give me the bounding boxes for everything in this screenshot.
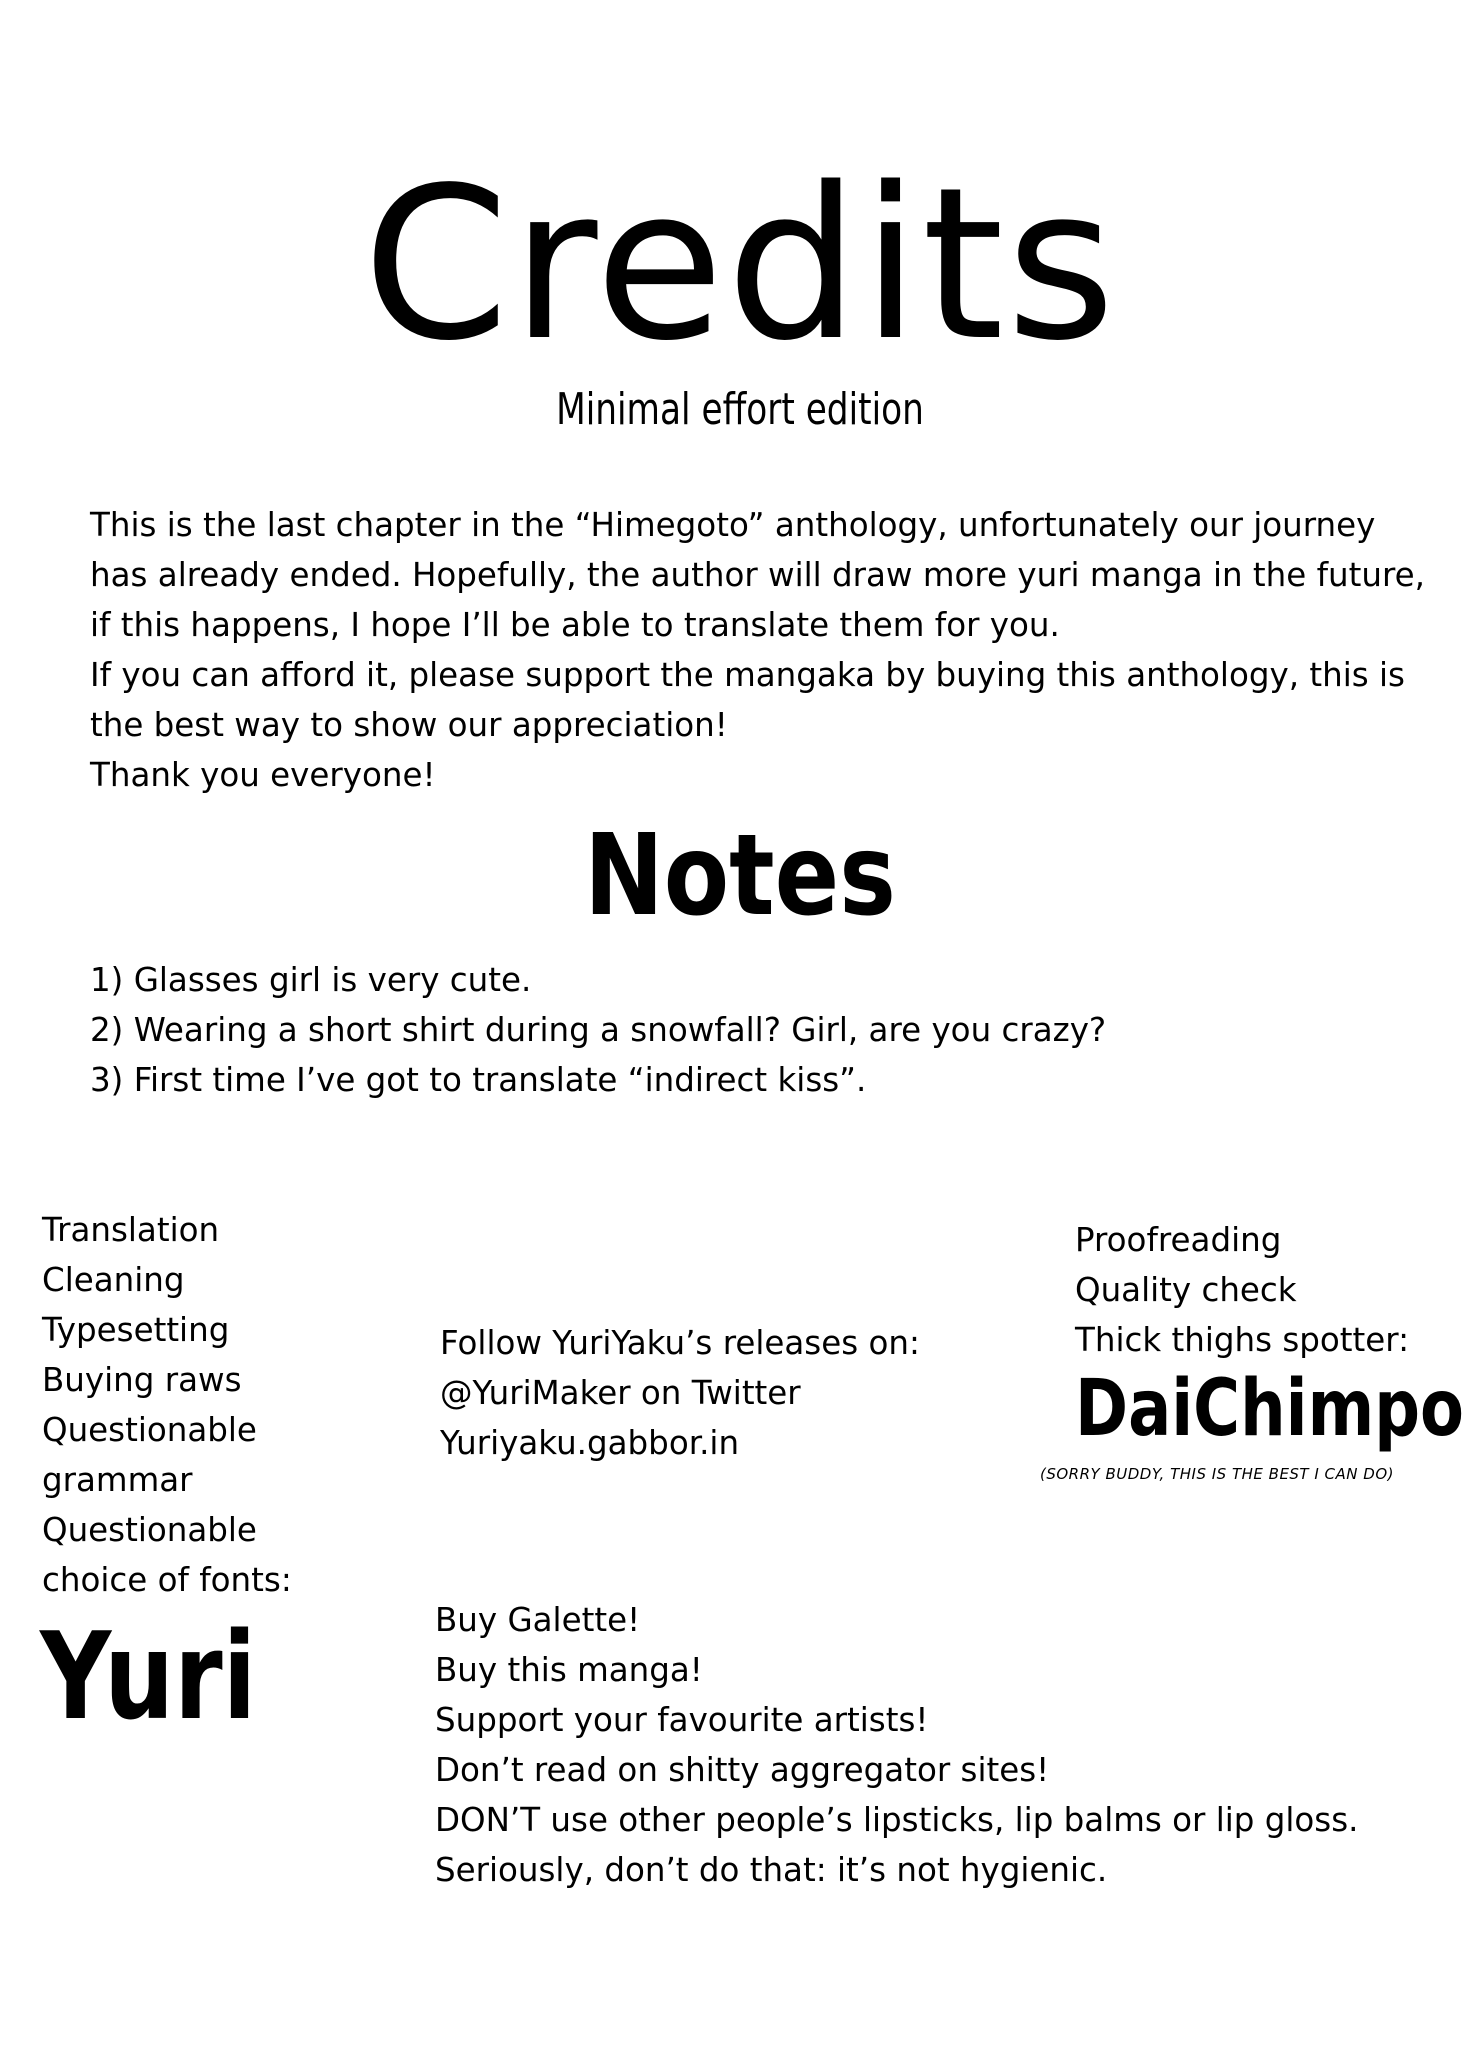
role-item: Quality check bbox=[1075, 1271, 1297, 1309]
website-link: Yuriyaku.gabbor.in bbox=[440, 1424, 740, 1462]
role-item: Questionable bbox=[42, 1511, 257, 1549]
intro-line: if this happens, I hope I’ll be able to translate them for you. bbox=[90, 606, 1060, 644]
closing-line: Buy this manga! bbox=[435, 1651, 703, 1689]
role-item: Buying raws bbox=[42, 1361, 242, 1399]
role-item: Typesetting bbox=[42, 1311, 230, 1349]
role-item: Translation bbox=[42, 1211, 220, 1249]
follow-info bbox=[440, 1318, 1000, 1468]
intro-line: Thank you everyone! bbox=[90, 756, 436, 794]
role-item: choice of fonts: bbox=[42, 1561, 292, 1599]
intro-line: This is the last chapter in the “Himegoto” anthology, unfortunately our journey bbox=[90, 506, 1376, 544]
page-title: Credits bbox=[362, 142, 1118, 387]
translator-roles bbox=[42, 1205, 342, 1605]
proofreader-name: DaiChimpo bbox=[1075, 1364, 1464, 1454]
proofreader-roles bbox=[1075, 1215, 1455, 1365]
intro-line: has already ended. Hopefully, the author will draw more yuri manga in the future, bbox=[90, 556, 1425, 594]
page-subtitle: Minimal effort edition bbox=[556, 384, 924, 435]
note-item: 1) Glasses girl is very cute. bbox=[90, 961, 532, 999]
note-item: 3) First time I’ve got to translate “indirect kiss”. bbox=[90, 1061, 867, 1099]
role-item: Cleaning bbox=[42, 1261, 185, 1299]
closing-messages bbox=[435, 1595, 1435, 1895]
role-item: Thick thighs spotter: bbox=[1075, 1321, 1410, 1359]
intro-paragraph bbox=[90, 500, 1425, 800]
closing-line: Don’t read on shitty aggregator sites! bbox=[435, 1751, 1050, 1789]
intro-line: the best way to show our appreciation! bbox=[90, 706, 728, 744]
role-item: Questionable bbox=[42, 1411, 257, 1449]
closing-line: DON’T use other people’s lipsticks, lip balms or lip gloss. bbox=[435, 1801, 1359, 1839]
notes-heading: Notes bbox=[584, 811, 896, 941]
closing-line: Buy Galette! bbox=[435, 1601, 641, 1639]
role-item: grammar bbox=[42, 1461, 193, 1499]
apology-note: (SORRY BUDDY, THIS IS THE BEST I CAN DO) bbox=[1040, 1465, 1394, 1483]
twitter-handle: @YuriMaker on Twitter bbox=[440, 1374, 801, 1412]
closing-line: Support your favourite artists! bbox=[435, 1701, 929, 1739]
role-item: Proofreading bbox=[1075, 1221, 1282, 1259]
translator-name: Yuri bbox=[40, 1608, 257, 1747]
note-item: 2) Wearing a short shirt during a snowfall? Girl, are you crazy? bbox=[90, 1011, 1107, 1049]
closing-line: Seriously, don’t do that: it’s not hygienic. bbox=[435, 1851, 1108, 1889]
notes-list bbox=[90, 955, 1390, 1105]
intro-line: If you can afford it, please support the mangaka by buying this anthology, this is bbox=[90, 656, 1405, 694]
follow-line: Follow YuriYaku’s releases on: bbox=[440, 1324, 920, 1362]
